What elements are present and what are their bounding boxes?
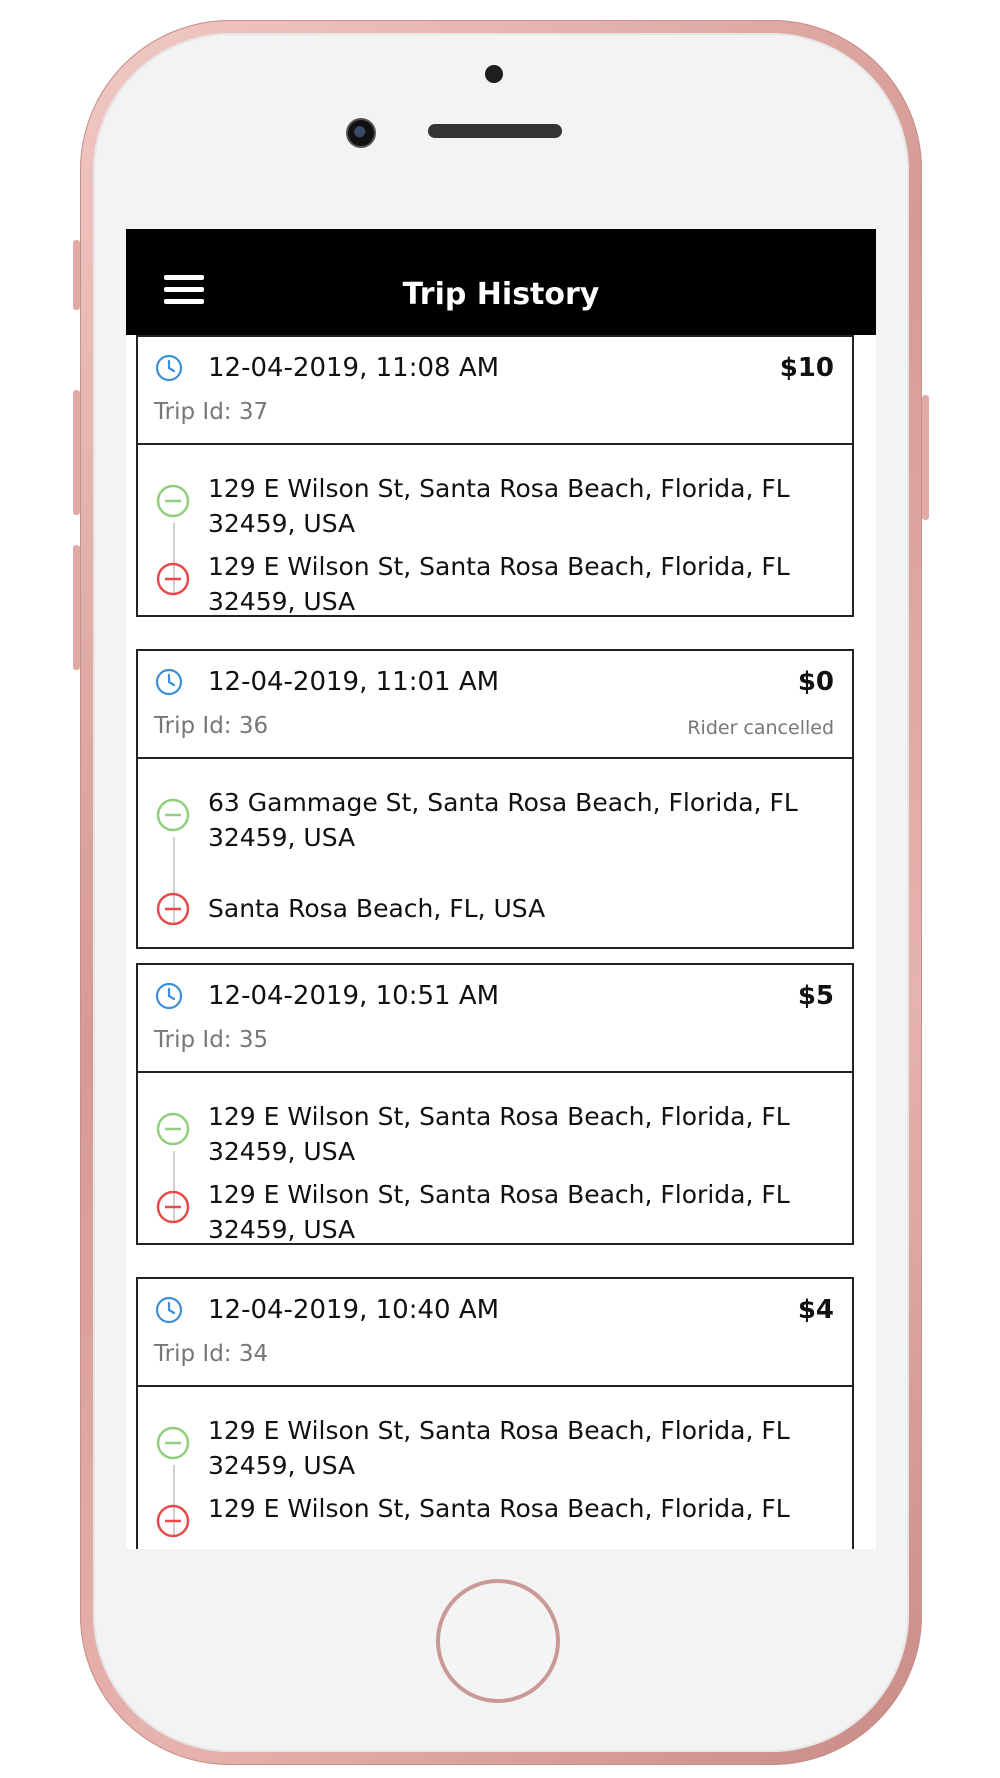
power-button bbox=[922, 395, 929, 520]
trip-datetime: 12-04-2019, 10:51 AM bbox=[208, 981, 500, 1011]
pickup-address: 129 E Wilson St, Santa Rosa Beach, Florida, FL 32459, USA bbox=[208, 1102, 790, 1166]
home-button[interactable] bbox=[436, 1579, 560, 1703]
trip-fare: $5 bbox=[797, 981, 834, 1011]
dropoff-icon bbox=[155, 561, 191, 597]
app-screen bbox=[126, 229, 876, 1549]
clock-icon bbox=[154, 667, 184, 697]
app-header bbox=[126, 229, 876, 335]
clock-icon bbox=[154, 353, 184, 383]
trip-card[interactable] bbox=[136, 1277, 854, 1549]
dropoff-icon bbox=[155, 1189, 191, 1225]
earpiece-speaker bbox=[428, 124, 562, 138]
volume-up-button bbox=[73, 390, 80, 515]
trip-list[interactable] bbox=[126, 335, 876, 1549]
pickup-icon bbox=[155, 797, 191, 833]
trip-card[interactable] bbox=[136, 649, 854, 949]
trip-fare: $10 bbox=[779, 353, 834, 383]
dropoff-icon bbox=[155, 891, 191, 927]
proximity-sensor bbox=[485, 65, 503, 83]
dropoff-icon bbox=[155, 1503, 191, 1539]
dropoff-address: Santa Rosa Beach, FL, USA bbox=[208, 894, 546, 923]
trip-card[interactable] bbox=[136, 963, 854, 1245]
pickup-address: 129 E Wilson St, Santa Rosa Beach, Florida, FL 32459, USA bbox=[208, 1416, 790, 1480]
trip-id: Trip Id: 35 bbox=[154, 1027, 269, 1053]
front-camera bbox=[346, 118, 376, 148]
trip-card[interactable] bbox=[136, 335, 854, 617]
pickup-icon bbox=[155, 1111, 191, 1147]
dropoff-address: 129 E Wilson St, Santa Rosa Beach, Florida, FL 32459, USA bbox=[208, 552, 790, 616]
trip-datetime: 12-04-2019, 11:01 AM bbox=[208, 667, 500, 697]
trip-datetime: 12-04-2019, 11:08 AM bbox=[208, 353, 500, 383]
trip-route bbox=[138, 1073, 852, 1243]
page-title: Trip History bbox=[402, 277, 600, 312]
trip-card-header bbox=[138, 1279, 852, 1387]
mute-switch bbox=[73, 240, 80, 310]
pickup-icon bbox=[155, 483, 191, 519]
pickup-icon bbox=[155, 1425, 191, 1461]
trip-status: Rider cancelled bbox=[687, 717, 834, 739]
trip-id: Trip Id: 34 bbox=[154, 1341, 269, 1367]
clock-icon bbox=[154, 1295, 184, 1325]
dropoff-address: 129 E Wilson St, Santa Rosa Beach, Florida, FL 32459, USA bbox=[208, 1180, 790, 1244]
trip-card-header bbox=[138, 965, 852, 1073]
trip-fare: $0 bbox=[797, 667, 834, 697]
trip-card-header bbox=[138, 337, 852, 445]
trip-route bbox=[138, 1387, 852, 1549]
trip-datetime: 12-04-2019, 10:40 AM bbox=[208, 1295, 500, 1325]
trip-id: Trip Id: 37 bbox=[154, 399, 269, 425]
clock-icon bbox=[154, 981, 184, 1011]
trip-card-header bbox=[138, 651, 852, 759]
trip-route bbox=[138, 445, 852, 615]
trip-id: Trip Id: 36 bbox=[154, 713, 269, 739]
trip-route bbox=[138, 759, 852, 947]
dropoff-address: 129 E Wilson St, Santa Rosa Beach, Florida, FL bbox=[208, 1494, 790, 1523]
trip-fare: $4 bbox=[797, 1295, 834, 1325]
pickup-address: 63 Gammage St, Santa Rosa Beach, Florida, FL 32459, USA bbox=[208, 788, 798, 852]
volume-down-button bbox=[73, 545, 80, 670]
pickup-address: 129 E Wilson St, Santa Rosa Beach, Florida, FL 32459, USA bbox=[208, 474, 790, 538]
